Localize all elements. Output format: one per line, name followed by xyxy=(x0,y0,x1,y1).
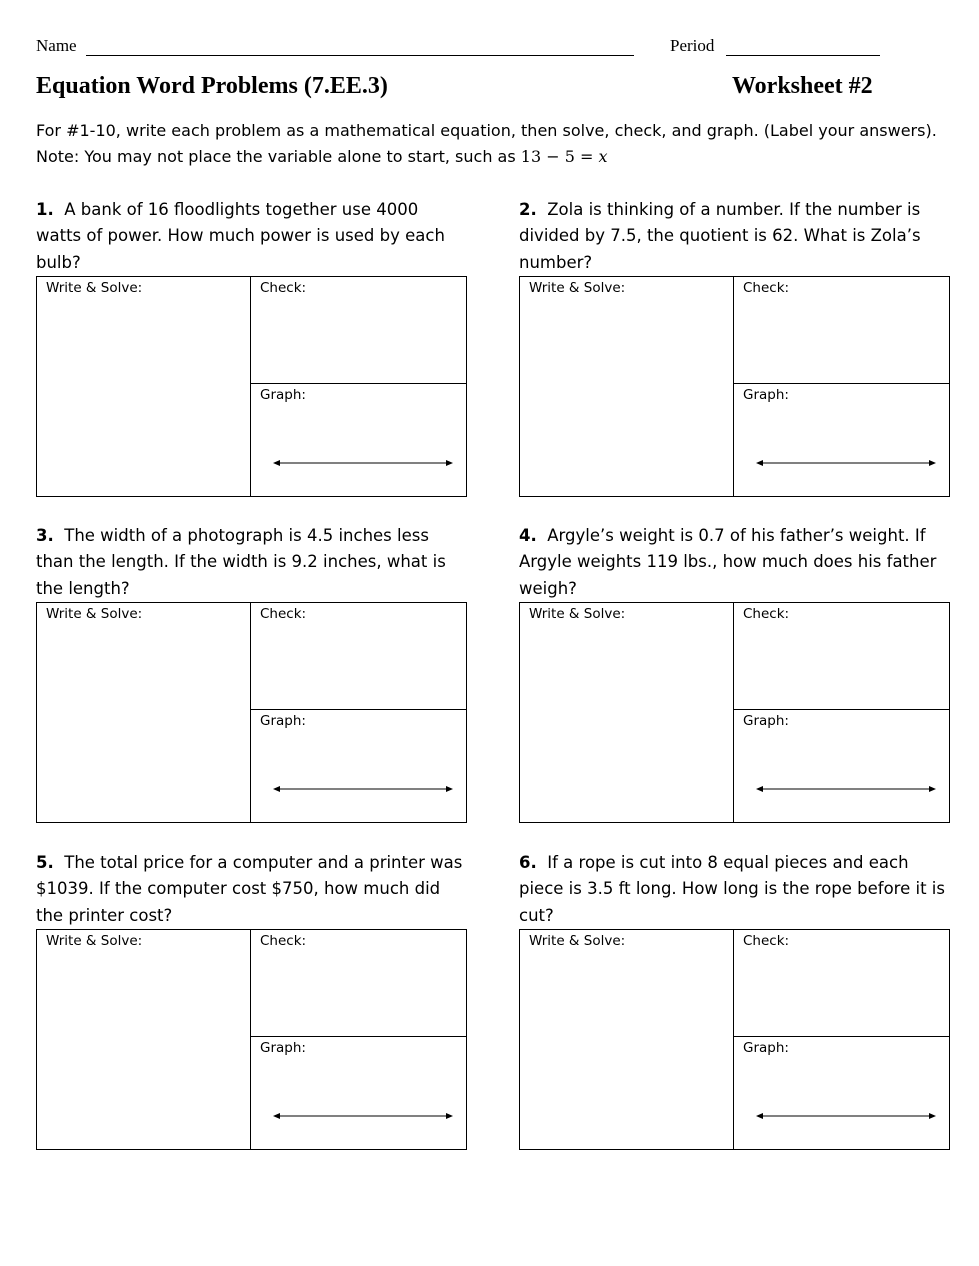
problem-number: 4. xyxy=(519,526,537,545)
period-label: Period xyxy=(670,36,715,55)
graph-label: Graph: xyxy=(743,387,789,403)
number-line-arrow-icon xyxy=(273,457,453,469)
answer-box xyxy=(519,276,950,497)
problem-statement: A bank of 16 floodlights together use 4000 watts of power. How much power is used by each bulb? xyxy=(36,200,445,272)
directions xyxy=(36,118,966,170)
problem-text xyxy=(36,197,466,276)
problem-text xyxy=(36,523,466,602)
check-label: Check: xyxy=(260,280,307,296)
directions-line-2 xyxy=(36,144,966,170)
write-solve-area[interactable] xyxy=(37,277,251,496)
graph-label: Graph: xyxy=(260,1040,306,1056)
check-label: Check: xyxy=(743,280,790,296)
worksheet-number: Worksheet #2 xyxy=(732,73,873,99)
graph-label: Graph: xyxy=(743,713,789,729)
problem-text xyxy=(519,523,949,602)
answer-box xyxy=(36,276,467,497)
graph-label: Graph: xyxy=(260,387,306,403)
number-line-arrow-icon xyxy=(273,1110,453,1122)
directions-line-1: For #1-10, write each problem as a mathematical equation, then solve, check, and graph. (Label your answers). xyxy=(36,121,937,140)
write-solve-area[interactable] xyxy=(520,930,734,1149)
write-solve-area[interactable] xyxy=(520,277,734,496)
name-blank[interactable] xyxy=(86,55,634,56)
answer-box xyxy=(36,602,467,823)
problem-2 xyxy=(519,197,949,497)
problem-4 xyxy=(519,523,949,823)
problem-6 xyxy=(519,850,949,1150)
write-solve-area[interactable] xyxy=(37,930,251,1149)
graph-area[interactable] xyxy=(251,384,466,496)
problem-statement: If a rope is cut into 8 equal pieces and each piece is 3.5 ft long. How long is the rope before it is cut? xyxy=(519,853,945,925)
problem-statement: Argyle’s weight is 0.7 of his father’s weight. If Argyle weights 119 lbs., how much does his father weigh? xyxy=(519,526,937,598)
period-blank[interactable] xyxy=(726,55,880,56)
name-period-row xyxy=(36,36,936,60)
problem-5 xyxy=(36,850,466,1150)
check-label: Check: xyxy=(260,606,307,622)
graph-area[interactable] xyxy=(251,1037,466,1149)
problem-statement: The total price for a computer and a printer was $1039. If the computer cost $750, how much did the printer cost? xyxy=(36,853,463,925)
number-line-arrow-icon xyxy=(756,457,936,469)
problem-1 xyxy=(36,197,466,497)
problem-3 xyxy=(36,523,466,823)
graph-label: Graph: xyxy=(260,713,306,729)
check-area[interactable] xyxy=(734,930,949,1037)
check-label: Check: xyxy=(743,933,790,949)
check-area[interactable] xyxy=(251,930,466,1037)
write-solve-label: Write & Solve: xyxy=(46,933,143,949)
problem-text xyxy=(519,197,949,276)
problem-statement: Zola is thinking of a number. If the number is divided by 7.5, the quotient is 62. What is Zola’s number? xyxy=(519,200,921,272)
write-solve-label: Write & Solve: xyxy=(46,606,143,622)
graph-area[interactable] xyxy=(734,384,949,496)
write-solve-label: Write & Solve: xyxy=(46,280,143,296)
problem-number: 5. xyxy=(36,853,54,872)
check-label: Check: xyxy=(260,933,307,949)
name-label: Name xyxy=(36,36,77,55)
graph-label: Graph: xyxy=(743,1040,789,1056)
write-solve-area[interactable] xyxy=(37,603,251,822)
graph-area[interactable] xyxy=(734,1037,949,1149)
write-solve-label: Write & Solve: xyxy=(529,606,626,622)
directions-note: Note: You may not place the variable alone to start, such as xyxy=(36,147,516,166)
number-line-arrow-icon xyxy=(756,1110,936,1122)
problem-number: 6. xyxy=(519,853,537,872)
problem-number: 2. xyxy=(519,200,537,219)
check-area[interactable] xyxy=(734,277,949,384)
answer-box xyxy=(519,602,950,823)
check-area[interactable] xyxy=(251,603,466,710)
check-label: Check: xyxy=(743,606,790,622)
number-line-arrow-icon xyxy=(756,783,936,795)
write-solve-label: Write & Solve: xyxy=(529,280,626,296)
answer-box xyxy=(519,929,950,1150)
graph-area[interactable] xyxy=(734,710,949,822)
problem-number: 1. xyxy=(36,200,54,219)
graph-area[interactable] xyxy=(251,710,466,822)
write-solve-label: Write & Solve: xyxy=(529,933,626,949)
problem-statement: The width of a photograph is 4.5 inches less than the length. If the width is 9.2 inches, what is the length? xyxy=(36,526,446,598)
example-equation: 13 − 5 = x xyxy=(520,147,608,166)
check-area[interactable] xyxy=(251,277,466,384)
check-area[interactable] xyxy=(734,603,949,710)
problem-text xyxy=(36,850,466,929)
answer-box xyxy=(36,929,467,1150)
write-solve-area[interactable] xyxy=(520,603,734,822)
problem-text xyxy=(519,850,949,929)
number-line-arrow-icon xyxy=(273,783,453,795)
page-title: Equation Word Problems (7.EE.3) xyxy=(36,73,388,99)
problem-number: 3. xyxy=(36,526,54,545)
